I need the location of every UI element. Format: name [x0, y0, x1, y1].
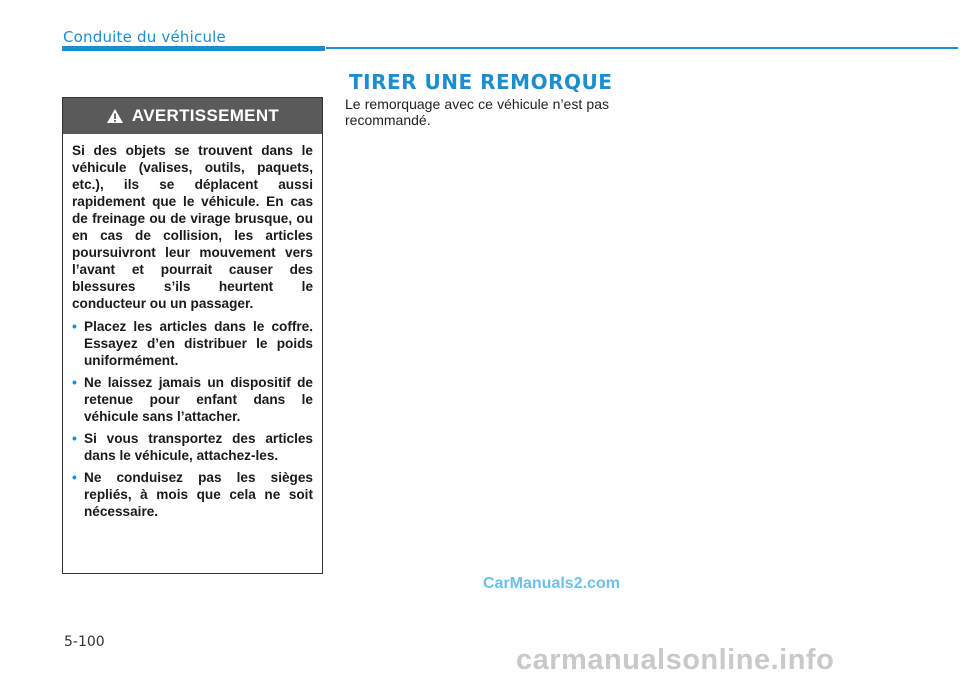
- warning-body: [63, 134, 322, 520]
- bullet-text: Ne laissez jamais un dispositif de retenue pour enfant dans le véhicule sans l’attacher.: [84, 375, 313, 424]
- warning-triangle-icon: [106, 108, 124, 124]
- body-text: Le remorquage avec ce véhicule n’est pas recommandé.: [345, 96, 609, 128]
- watermark-link[interactable]: CarManuals2.com: [483, 575, 620, 592]
- warning-title: AVERTISSEMENT: [131, 106, 280, 125]
- warning-bullet: [72, 374, 313, 425]
- bullet-text: Ne conduisez pas les sièges repliés, à mois que cela ne soit nécessaire.: [84, 470, 313, 519]
- page-number: 5-100: [64, 634, 105, 650]
- section-title: Conduite du véhicule: [63, 28, 226, 46]
- section-heading: TIRER UNE REMORQUE: [349, 70, 613, 94]
- bullet-text: Placez les articles dans le coffre. Essayez d’en distribuer le poids uniformément.: [84, 319, 313, 368]
- bullet-dot-icon: •: [72, 469, 77, 485]
- bullet-dot-icon: •: [72, 374, 77, 390]
- bullet-dot-icon: •: [72, 430, 77, 446]
- bullet-dot-icon: •: [72, 318, 77, 334]
- header-rule-thick: [62, 46, 325, 51]
- bullet-text: Si vous transportez des articles dans le véhicule, attachez-les.: [84, 431, 313, 463]
- header-rule-thin: [326, 47, 958, 49]
- warning-bullet: [72, 469, 313, 520]
- footer-site-watermark: carmanualsonline.info: [516, 644, 835, 676]
- warning-bullet: [72, 318, 313, 369]
- warning-box: [62, 97, 323, 574]
- warning-header: [63, 98, 322, 134]
- warning-bullet: [72, 430, 313, 464]
- warning-paragraph: Si des objets se trouvent dans le véhicule (valises, outils, paquets, etc.), ils se déplacent aussi rapidement que le véhicule. En cas de freinage ou de virage brusque, ou en cas de collision, les articles poursuivront leur mouvement vers l’avant et pourrait causer des blessures s’ils heurtent le conducteur ou un passager.: [72, 143, 313, 311]
